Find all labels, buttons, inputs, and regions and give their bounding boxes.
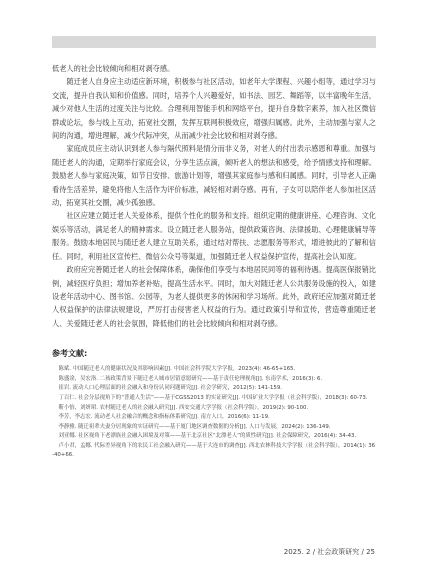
reference-item: 李芳，李志宏. 流动老人社会融合的概念和指标体系研究[J]. 南方人口，2016(6): 11-19.: [58, 414, 270, 421]
reference-item: 陈斌. 中国随迁老人的健康状况及其影响因素[J]. 中国社会科学院大学学报，2023(4): 46-65+165.: [58, 366, 296, 373]
reference-item: 李静雅. 随迁祖辈夫妻分居现象的实证研究——基于厦门地区调查数据的分析[J]. 人口与发展，2024(2): 136-149.: [58, 423, 331, 430]
reference-item: 崔岩. 流动人口心理层面的社会融入和身份认同问题研究[J]. 社会学研究，2012(5): 141-159.: [58, 385, 282, 392]
reference-item: 陈盛淦，吴宏洛. 二孩政策背景下随迁老人城市居留意愿研究——基于责任伦理视角[J]. 东南学术，2016(3): 6.: [58, 375, 323, 382]
header-rule: [52, 36, 376, 48]
references-heading: 参考文献:: [52, 349, 88, 359]
paragraph: 随迁老人自身应主动适应新环境，积极参与社区活动，如老年大学课程、兴趣小组等，通过学习与交流，提升自我认知和价值感。同时，培养个人兴趣爱好，如书法、园艺、舞蹈等，以丰富晚年生活，减少对他人生活的过度关注与比较。合理利用智能手机和网络平台，提升自身数字素养，加入社区微信群或论坛，参与线上互动，拓宽社交圈，发挥互联网积极效应，增强归属感。此外，主动加强与家人之间的沟通，增进理解，减少代际冲突，从而减少社会比较和相对剥夺感。: [52, 77, 376, 141]
reference-item: 靳小怡，刘妍珺. 农村随迁老人的社会融入研究[J]. 西安交通大学学报（社会科学版），2019(2): 90-100.: [58, 404, 309, 411]
reference-item: 丁百仁. 社会分层视角下的“普通人生活”——基于CGSS2013 的实证研究[J]. 中国矿业大学学报（社会科学版），2018(3): 60-73.: [58, 394, 368, 401]
page-footer: 2025. 2 / 社会政策研究 / 25: [283, 548, 375, 556]
reference-item: 刘亚娜. 社区视角下老漂族社会融入困境及对策——基于北京社区“北漂老人”的质性研究[J]. 社会保障研究，2016(4): 34-43.: [58, 433, 357, 440]
paragraph: 政府应完善随迁老人的社会保障体系，确保他们享受与本地居民同等的福利待遇。提高医保报销比例，减轻医疗负担；增加养老补贴，提高生活水平。同时，加大对随迁老人公共服务设施的投入，如建设老年活动中心、图书馆、公园等，为老人提供更多的休闲和学习场所。此外，政府还应加强对随迁老人权益保护的法律法规建设，严厉打击侵害老人权益的行为。通过政策引导和宣传，营造尊重随迁老人、关爱随迁老人的社会氛围，降低他们的社会比较倾向和相对剥夺感。: [52, 265, 376, 328]
paragraph: 家庭成员应主动认识到老人参与隔代照料是情分而非义务，对老人的付出表示感恩和尊重。加强与随迁老人的沟通，定期举行家庭会议，分享生活点滴，倾听老人的想法和感受，给予情感支持和理解。鼓励老人参与家庭决策，如节日安排、旅游计划等，增强其家庭参与感和归属感。同时，引导老人正确看待生活差异，避免将他人生活作为评价标准，减轻相对剥夺感。再有，子女可以陪伴老人参加社区活动，拓宽其社交圈，减少孤独感。: [52, 144, 376, 208]
reference-item: 卢小君，孟娜. 代际差异视角下的农民工社会融入研究——基于大连市的调查[J]. 西北农林科技大学学报（社会科学版），2014(1): 36-40+66.: [52, 442, 376, 459]
references-list: [52, 365, 376, 461]
paragraph: 社区应建立随迁老人关爱体系，提供个性化的服务和支持。组织定期的健康讲座、心理咨询、文化娱乐等活动，满足老人的精神需求。设立随迁老人服务站，提供政策咨询、法律援助、心理健康辅导等服务。鼓励本地居民与随迁老人建立互助关系，通过结对帮扶、志愿服务等形式，增进彼此的了解和信任。同时，利用社区宣传栏、微信公众号等渠道，加强随迁老人权益保护宣传，提高社会认知度。: [52, 211, 376, 261]
article-body: [52, 62, 376, 461]
paragraph: 低老人的社会比较倾向和相对剥夺感。: [52, 64, 175, 73]
